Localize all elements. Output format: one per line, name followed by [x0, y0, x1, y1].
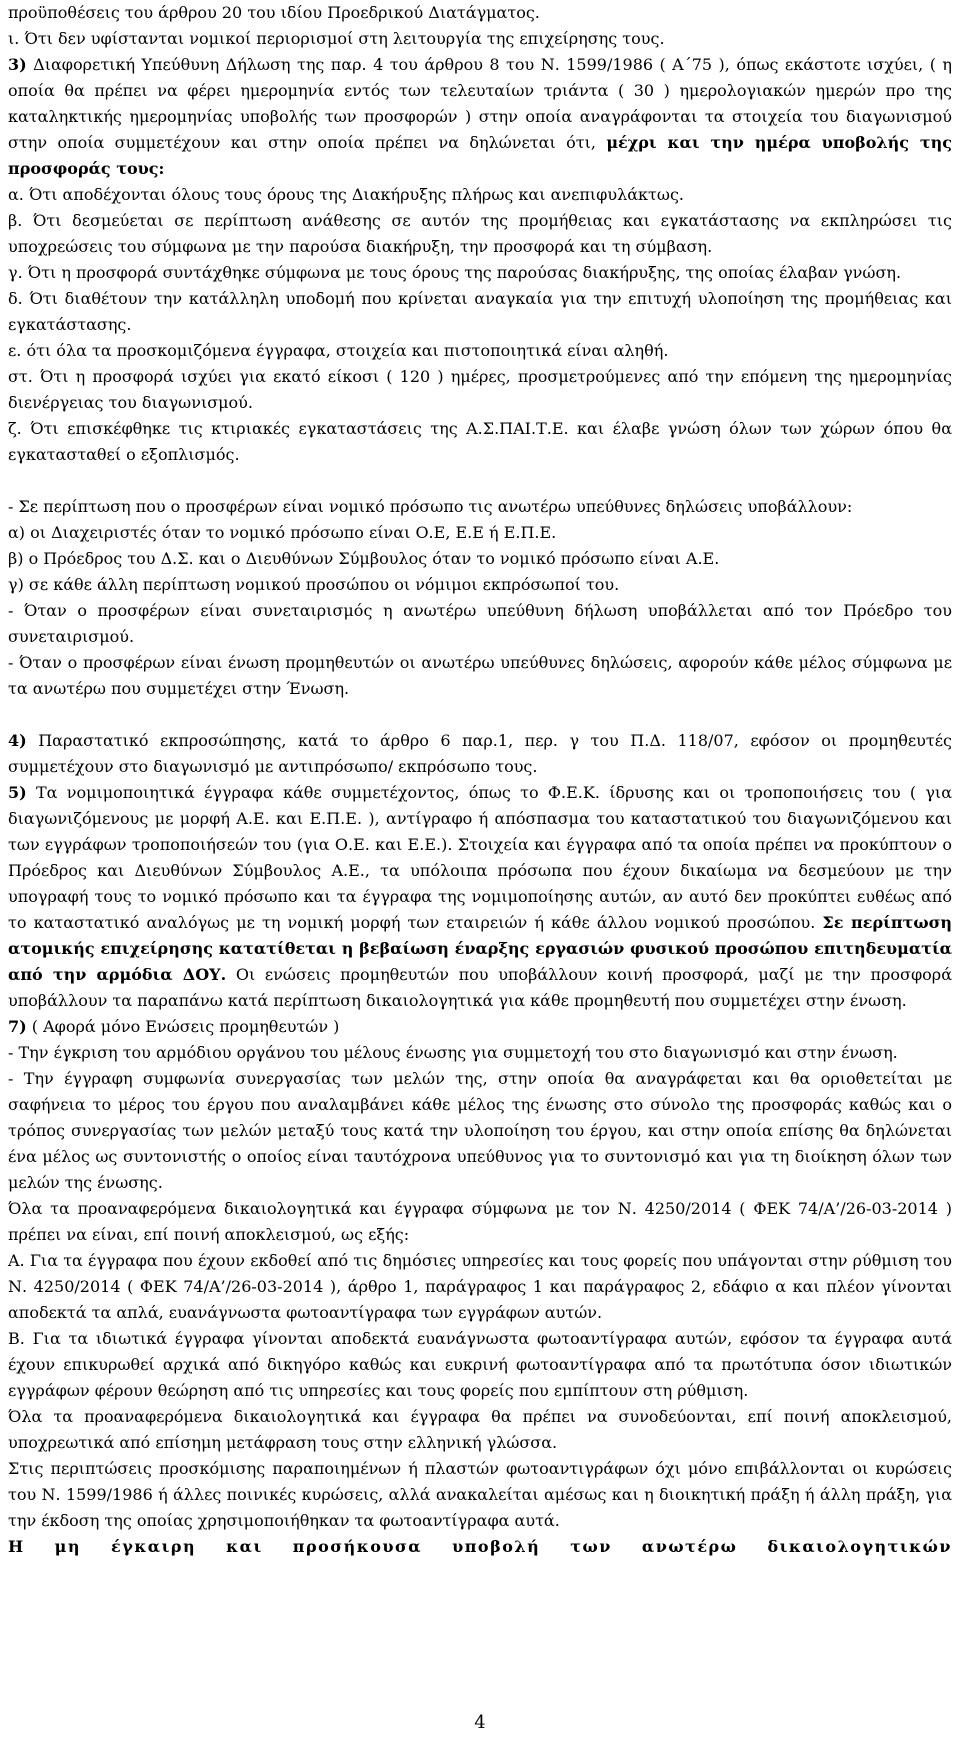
- list-item: γ) σε κάθε άλλη περίπτωση νομικού προσώπου οι νόμιμοι εκπρόσωποί του.: [8, 575, 620, 594]
- emphasis-text: μέχρι και την ημέρα υποβολής της προσφοράς τους:: [8, 133, 952, 178]
- text-line: ι. Ότι δεν υφίστανται νομικοί περιορισμοί στη λειτουργία της επιχείρησης τους.: [8, 29, 665, 48]
- documents-requirement: Όλα τα προαναφερόμενα δικαιολογητικά και έγγραφα σύμφωνα με τον Ν. 4250/2014 ( ΦΕΚ 74/Α’/26-03-2014 ) πρέπει να είναι, επί ποινή αποκλεισμού, ως εξής:: [8, 1199, 952, 1244]
- text-line: προϋποθέσεις του άρθρου 20 του ιδίου Προεδρικού Διατάγματος.: [8, 3, 540, 22]
- cooperative-note: - Όταν ο προσφέρων είναι συνεταιρισμός η ανωτέρω υπεύθυνη δήλωση υποβάλλεται από τον Πρόεδρο του συνεταιρισμού.: [8, 601, 952, 646]
- paragraph-text: Οι ενώσεις προμηθευτών που υποβάλλουν κοινή προσφορά, μαζί με την προσφορά υποβάλλουν τα παραπάνω κατά περίπτωση δικαιολογητικά για κάθε προμηθευτή που συμμετέχει στην ένωση.: [8, 965, 952, 1010]
- paragraph-gap: [8, 702, 952, 728]
- paragraph-3: [8, 52, 952, 182]
- item-number: 5): [8, 783, 27, 802]
- page-number: 4: [474, 1712, 486, 1733]
- paragraph-5: [8, 780, 952, 1014]
- paragraph-7: [8, 1014, 952, 1040]
- paragraph-gap: [8, 468, 952, 494]
- list-item-delta: δ. Ότι διαθέτουν την κατάλληλη υποδομή που κρίνεται αναγκαία για την επιτυχή υλοποίηση της προμήθειας και εγκατάστασης.: [8, 289, 952, 334]
- paragraph-text: ( Αφορά μόνο Ενώσεις προμηθευτών ): [26, 1017, 340, 1036]
- list-item-alpha: α. Ότι αποδέχονται όλους τους όρους της Διακήρυξης πλήρως και ανεπιφυλάκτως.: [8, 185, 684, 204]
- item-number: 7): [8, 1017, 27, 1036]
- legal-entity-note: - Σε περίπτωση που ο προσφέρων είναι νομικό πρόσωπο τις ανωτέρω υπεύθυνες δηλώσεις υποβάλλουν:: [8, 497, 853, 516]
- list-item: β) ο Πρόεδρος του Δ.Σ. και ο Διευθύνων Σύμβουλος όταν το νομικό πρόσωπο είναι Α.Ε.: [8, 549, 720, 568]
- list-item-zeta: ζ. Ότι επισκέφθηκε τις κτιριακές εγκαταστάσεις της Α.Σ.ΠΑΙ.Τ.Ε. και έλαβε γνώση όλων των χώρων όπου θα εγκατασταθεί ο εξοπλισμός.: [8, 419, 952, 464]
- requirement-a: Α. Για τα έγγραφα που έχουν εκδοθεί από τις δημόσιες υπηρεσίες και τους φορείς που υπάγονται στην ρύθμιση του Ν. 4250/2014 ( ΦΕΚ 74/Α’/26-03-2014 ), άρθρο 1, παράγραφος 1 και παράγραφος 2, εδάφιο α και πλέον γίνονται αποδεκτά τα απλά, ευανάγνωστα φωτοαντίγραφα των εγγράφων αυτών.: [8, 1251, 952, 1322]
- list-item-st: στ. Ότι η προσφορά ισχύει για εκατό είκοσι ( 120 ) ημέρες, προσμετρούμενες από την επόμενη της ημερομηνίας διενέργειας του διαγωνισμού.: [8, 367, 952, 412]
- forgery-note: Στις περιπτώσεις προσκόμισης παραποιημένων ή πλαστών φωτοαντιγράφων όχι μόνο επιβάλλονται οι κυρώσεις του Ν. 1599/1986 ή άλλες ποινικές κυρώσεις, αλλά ανακαλείται αμέσως και η διοικητική πράξη ή άλλη πράξη, για την έκδοση της οποίας χρησιμοποιήθηκαν τα φωτοαντίγραφα αυτά.: [8, 1459, 952, 1530]
- paragraph-4: [8, 728, 952, 780]
- list-item: - Την έγγραφη συμφωνία συνεργασίας των μελών της, στην οποία θα αναγράφεται και θα οριοθετείται με σαφήνεια το μέρος του έργου που αναλαμβάνει κάθε μέλος της ένωσης στο σύνολο της προσφοράς καθώς και ο τρόπος συνεργασίας των μελών μεταξύ τους κατά την υλοποίηση του έργου, και στην οποία επίσης θα δηλώνεται ένα μέλος ως συντονιστής ο οποίος είναι ταυτόχρονα υπεύθυνος για το συντονισμό και για τη διοίκηση όλων των μελών της ένωσης.: [8, 1069, 952, 1192]
- item-number: 4): [8, 731, 27, 750]
- paragraph-text: Διαφορετική Υπεύθυνη Δήλωση της παρ. 4 του άρθρου 8 του Ν. 1599/1986 ( Α΄75 ), όπως εκάστοτε ισχύει, ( η οποία θα πρέπει να φέρει ημερομηνία εντός των τελευταίων τριάντα ( 30 ) ημερολογιακών ημερών προ της καταληκτικής ημερομηνίας υποβολής των προσφορών ) στην οποία αναγράφονται τα στοιχεία του διαγωνισμού στην οποία συμμετέχουν και στην οποία πρέπει να δηλώνεται ότι,: [8, 55, 952, 152]
- list-item-beta: β. Ότι δεσμεύεται σε περίπτωση ανάθεσης σε αυτόν της προμήθειας και εγκατάστασης να εκπληρώσει τις υποχρεώσεις του σύμφωνα με την παρούσα διακήρυξη, την προσφορά και τη σύμβαση.: [8, 211, 952, 256]
- paragraph-text: Παραστατικό εκπροσώπησης, κατά το άρθρο 6 παρ.1, περ. γ του Π.Δ. 118/07, εφόσον οι προμηθευτές συμμετέχουν στο διαγωνισμό με αντιπρόσωπο/ εκπρόσωπο τους.: [8, 731, 952, 776]
- paragraph-text: Τα νομιμοποιητικά έγγραφα κάθε συμμετέχοντος, όπως το Φ.Ε.Κ. ίδρυσης και οι τροποποιήσεις του ( για διαγωνιζόμενους με μορφή Α.Ε. και Ε.Π.Ε. ), αντίγραφο ή απόσπασμα του καταστατικού του διαγωνιζόμενου και των εγγράφων τροποποιήσεών του (για Ο.Ε. και Ε.Ε.). Στοιχεία και έγγραφα από τα οποία πρέπει να προκύπτουν ο Πρόεδρος και Διευθύνων Σύμβουλος Α.Ε., τα υπόλοιπα πρόσωπα που έχουν δικαίωμα να δεσμεύουν με την υπογραφή τους το νομικό πρόσωπο και τα έγγραφα της νομιμοποίησης αυτών, αν αυτό δεν προκύπτει ευθέως από το καταστατικό αναλόγως με τη νομική μορφή των εταιρειών ή κάθε άλλου νομικού προσώπου.: [8, 783, 952, 932]
- requirement-b: Β. Για τα ιδιωτικά έγγραφα γίνονται αποδεκτά ευανάγνωστα φωτοαντίγραφα αυτών, εφόσον τα έγγραφα αυτά έχουν επικυρωθεί αρχικά από δικηγόρο καθώς και ευκρινή φωτοαντίγραφα από τα πρωτότυπα όσον ιδιωτικών εγγράφων φέρουν θεώρηση από τις υπηρεσίες και τους φορείς που εμπίπτουν στη ρύθμιση.: [8, 1329, 952, 1400]
- emphasis-text: Σε περίπτωση ατομικής επιχείρησης κατατίθεται η βεβαίωση έναρξης εργασιών φυσικού προσώπου επιτηδευματία από την αρμόδια ΔΟΥ.: [8, 913, 952, 984]
- list-item-epsilon: ε. ότι όλα τα προσκομιζόμενα έγγραφα, στοιχεία και πιστοποιητικά είναι αληθή.: [8, 341, 669, 360]
- list-item-gamma: γ. Ότι η προσφορά συντάχθηκε σύμφωνα με τους όρους της παρούσας διακήρυξης, της οποίας έλαβαν γνώση.: [8, 263, 902, 282]
- union-note: - Όταν ο προσφέρων είναι ένωση προμηθευτών οι ανωτέρω υπεύθυνες δηλώσεις, αφορούν κάθε μέλος σύμφωνα με τα ανωτέρω που συμμετέχει στην Ένωση.: [8, 653, 952, 698]
- list-item: - Την έγκριση του αρμόδιου οργάνου του μέλους ένωσης για συμμετοχή του στο διαγωνισμό και στην ένωση.: [8, 1043, 898, 1062]
- item-number: 3): [8, 55, 27, 74]
- final-bold-line: Η μη έγκαιρη και προσήκουσα υποβολή των ανωτέρω δικαιολογητικών: [8, 1537, 952, 1556]
- translation-requirement: Όλα τα προαναφερόμενα δικαιολογητικά και έγγραφα θα πρέπει να συνοδεύονται, επί ποινή αποκλεισμού, υποχρεωτικά από επίσημη μετάφραση τους στην ελληνική γλώσσα.: [8, 1407, 952, 1452]
- list-item: α) οι Διαχειριστές όταν το νομικό πρόσωπο είναι Ο.Ε, Ε.Ε ή Ε.Π.Ε.: [8, 523, 557, 542]
